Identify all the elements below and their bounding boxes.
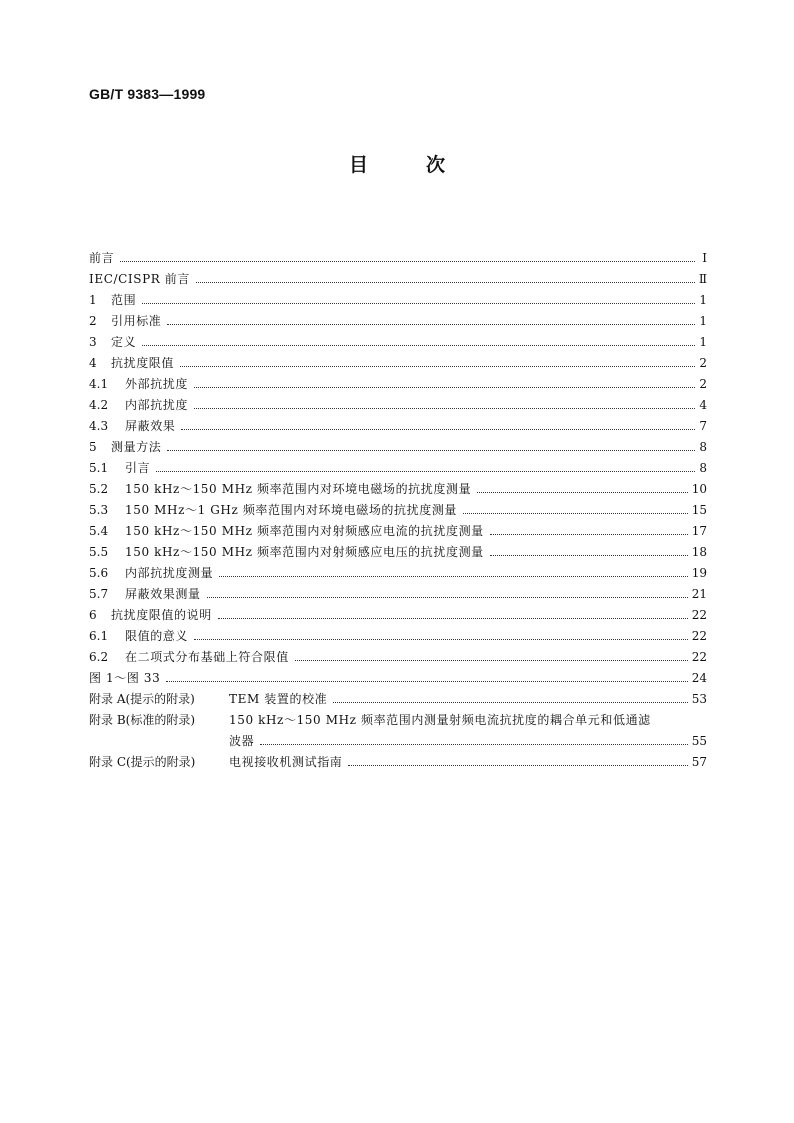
toc-leader-dots: [463, 512, 688, 514]
toc-entry-title: TEM 装置的校准: [229, 692, 328, 706]
toc-entry-title: 图 1～图 33: [89, 671, 161, 685]
toc-leader-dots: [120, 260, 695, 262]
toc-entry-title: 前言: [89, 251, 115, 265]
toc-entry-title: 外部抗扰度: [125, 377, 189, 391]
toc-entry-page: 17: [691, 524, 707, 538]
toc-leader-dots: [490, 533, 688, 535]
toc-entry-6-1[interactable]: [89, 622, 707, 643]
toc-leader-dots: [194, 386, 695, 388]
toc-entry-title: 在二项式分布基础上符合限值: [125, 650, 289, 664]
toc-leader-dots: [477, 491, 688, 493]
toc-entry-page: 22: [691, 629, 707, 643]
toc-entry-1[interactable]: [89, 286, 707, 307]
toc-entry-number: 4.1: [89, 377, 109, 391]
toc-entry-5-7[interactable]: [89, 580, 707, 601]
toc-entry-page: 24: [691, 671, 707, 685]
toc-leader-dots: [180, 365, 695, 367]
toc-entry-number: 5.3: [89, 503, 109, 517]
toc-entry-title: 150 kHz～150 MHz 频率范围内对射频感应电压的抗扰度测量: [125, 545, 484, 559]
toc-leader-dots: [194, 407, 695, 409]
toc-entry-title: 150 kHz～150 MHz 频率范围内对射频感应电流的抗扰度测量: [125, 524, 484, 538]
toc-entry-page: 8: [699, 461, 707, 475]
toc-entry-annex-b[interactable]: [89, 706, 707, 727]
toc-entry-annex-a[interactable]: [89, 685, 707, 706]
toc-entry-number: 5.7: [89, 587, 109, 601]
toc-entry-number: 2: [89, 314, 97, 328]
toc-entry-page: 21: [691, 587, 707, 601]
toc-entry-page: 8: [699, 440, 707, 454]
toc-entry-number: 5: [89, 440, 97, 454]
toc-entry-page: Ⅱ: [698, 272, 707, 286]
toc-entry-5-1[interactable]: [89, 454, 707, 475]
toc-leader-dots: [167, 449, 695, 451]
toc-entry-page: 1: [699, 314, 707, 328]
toc-entry-number: 3: [89, 335, 97, 349]
toc-entry-title: 引言: [125, 461, 151, 475]
toc-leader-dots: [142, 302, 695, 304]
standard-code: GB/T 9383—1999: [89, 86, 206, 102]
toc-entry-page: 53: [691, 692, 707, 706]
toc-annex-label: 附录 A(提示的附录): [89, 692, 195, 706]
toc-entry-title: 电视接收机测试指南: [229, 755, 343, 769]
toc-entry-title: 150 kHz～150 MHz 频率范围内对环境电磁场的抗扰度测量: [125, 482, 472, 496]
toc-entry-page: 57: [691, 755, 707, 769]
toc-entry-number: 4.2: [89, 398, 109, 412]
toc-entry-page: 55: [691, 734, 707, 748]
toc-entry-page: 22: [691, 608, 707, 622]
toc-entry-5[interactable]: [89, 433, 707, 454]
toc-entry-page: 1: [699, 335, 707, 349]
toc-entry-5-5[interactable]: [89, 538, 707, 559]
toc-entry-5-6[interactable]: [89, 559, 707, 580]
table-of-contents: [89, 244, 707, 769]
toc-entry-annex-b-cont[interactable]: [89, 727, 707, 748]
toc-entry-title: 屏蔽效果: [125, 419, 176, 433]
toc-leader-dots: [333, 701, 687, 703]
toc-leader-dots: [260, 743, 688, 745]
toc-entry-title: 内部抗扰度: [125, 398, 189, 412]
toc-entry-page: 4: [699, 398, 707, 412]
toc-entry-title: 测量方法: [111, 440, 162, 454]
toc-entry-number: 5.1: [89, 461, 109, 475]
toc-entry-page: 1: [699, 293, 707, 307]
toc-entry-page: 2: [699, 377, 707, 391]
toc-leader-dots: [295, 659, 688, 661]
toc-entry-number: 6.2: [89, 650, 109, 664]
toc-entry-page: 19: [691, 566, 707, 580]
toc-entry-number: 4.3: [89, 419, 109, 433]
toc-leader-dots: [196, 281, 695, 283]
toc-entry-page: 7: [699, 419, 707, 433]
toc-entry-3[interactable]: [89, 328, 707, 349]
toc-leader-dots: [166, 680, 687, 682]
toc-entry-title: 150 kHz～150 MHz 频率范围内测量射频电流抗扰度的耦合单元和低通滤: [229, 713, 651, 727]
toc-leader-dots: [156, 470, 695, 472]
toc-entry-4-2[interactable]: [89, 391, 707, 412]
toc-entry-number: 4: [89, 356, 97, 370]
toc-entry-title: IEC/CISPR 前言: [89, 272, 190, 286]
toc-entry-number: 5.5: [89, 545, 109, 559]
toc-leader-dots: [218, 617, 688, 619]
toc-leader-dots: [219, 575, 688, 577]
toc-leader-dots: [181, 428, 695, 430]
toc-annex-label: 附录 B(标准的附录): [89, 713, 195, 727]
toc-entry-annex-c[interactable]: [89, 748, 707, 769]
toc-entry-title: 限值的意义: [125, 629, 189, 643]
toc-entry-title: 定义: [111, 335, 137, 349]
toc-leader-dots: [194, 638, 688, 640]
toc-entry-page: 2: [699, 356, 707, 370]
toc-entry-5-3[interactable]: [89, 496, 707, 517]
toc-entry-4[interactable]: [89, 349, 707, 370]
toc-entry-number: 5.4: [89, 524, 109, 538]
toc-entry-number: 1: [89, 293, 97, 307]
toc-annex-label: 附录 C(提示的附录): [89, 755, 196, 769]
toc-entry-title: 抗扰度限值的说明: [111, 608, 212, 622]
toc-entry-number: 6.1: [89, 629, 109, 643]
toc-entry-title: 范围: [111, 293, 137, 307]
toc-entry-page: 18: [691, 545, 707, 559]
toc-entry-foreword[interactable]: [89, 244, 707, 265]
toc-leader-dots: [490, 554, 688, 556]
toc-entry-6[interactable]: [89, 601, 707, 622]
toc-entry-title: 屏蔽效果测量: [125, 587, 201, 601]
toc-entry-number: 6: [89, 608, 97, 622]
toc-entry-page: 22: [691, 650, 707, 664]
toc-entry-number: 5.6: [89, 566, 109, 580]
page-title-left: 目: [348, 154, 368, 176]
page-title-right: 次: [426, 154, 446, 176]
toc-entry-title: 内部抗扰度测量: [125, 566, 214, 580]
toc-leader-dots: [167, 323, 695, 325]
toc-entry-iec-foreword[interactable]: [89, 265, 707, 286]
toc-entry-title: 抗扰度限值: [111, 356, 175, 370]
toc-entry-number: 5.2: [89, 482, 109, 496]
toc-entry-title: 150 MHz～1 GHz 频率范围内对环境电磁场的抗扰度测量: [125, 503, 458, 517]
toc-entry-page: 15: [691, 503, 707, 517]
toc-entry-6-2[interactable]: [89, 643, 707, 664]
toc-entry-page: Ⅰ: [702, 251, 707, 265]
toc-entry-4-3[interactable]: [89, 412, 707, 433]
toc-entry-title: 波器: [229, 734, 255, 748]
page-title: [0, 150, 794, 177]
toc-entry-5-2[interactable]: [89, 475, 707, 496]
toc-entry-figures[interactable]: [89, 664, 707, 685]
toc-entry-page: 10: [691, 482, 707, 496]
toc-entry-title: 引用标准: [111, 314, 162, 328]
toc-leader-dots: [207, 596, 688, 598]
toc-leader-dots: [348, 764, 687, 766]
toc-entry-5-4[interactable]: [89, 517, 707, 538]
toc-leader-dots: [142, 344, 695, 346]
toc-entry-2[interactable]: [89, 307, 707, 328]
toc-entry-4-1[interactable]: [89, 370, 707, 391]
